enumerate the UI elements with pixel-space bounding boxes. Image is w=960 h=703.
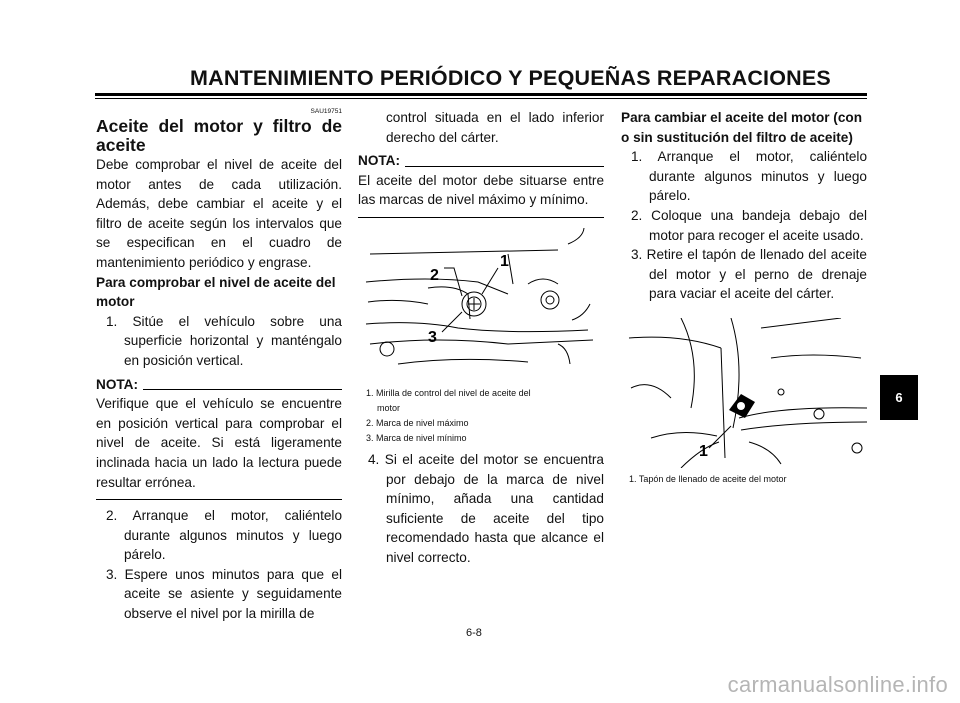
chapter-tab: 6 — [880, 375, 918, 420]
intro-paragraph: Debe comprobar el nivel de aceite del motor antes de cada utilización. Además, debe cambiar el aceite y el filtro de aceite según los intervalos que se especifican en el cuadro de mantenimiento periódico y engrase. — [96, 157, 342, 270]
caption-2: 2. Marca de nivel máximo — [366, 417, 469, 428]
watermark: carmanualsonline.info — [727, 672, 948, 697]
callout-2: 2 — [430, 266, 439, 284]
change-oil-heading: Para cambiar el aceite del motor (con o sin sustitución del filtro de aceite) — [621, 110, 863, 145]
change-step-2: 2. Coloque una bandeja debajo del motor para recoger el aceite usado. — [631, 207, 867, 243]
page-title: MANTENIMIENTO PERIÓDICO Y PEQUEÑAS REPARACIONES — [190, 66, 831, 90]
figure-caption: 1. Tapón de llenado de aceite del motor — [629, 473, 787, 484]
title-rule-thin — [95, 98, 867, 99]
step-2: 2. Arranque el motor, caliéntelo durante algunos minutos y luego párelo. — [106, 508, 342, 563]
note-rule — [405, 165, 604, 167]
note-header — [358, 151, 604, 171]
section-heading: Aceite del motor y filtro de aceite — [96, 116, 342, 155]
note-rule — [143, 388, 342, 390]
note-text: Verifique que el vehículo se encuentre en posición vertical para comprobar el nivel de aceite. Si está ligeramente inclinada hacia un lado la lectura puede resultar errónea. — [96, 396, 342, 490]
note-label: NOTA: — [358, 153, 401, 169]
section-code: SAU19751 — [310, 108, 342, 115]
oil-sight-glass-illustration — [358, 224, 604, 384]
page-number: 6-8 — [466, 627, 482, 639]
oil-filler-cap-illustration — [621, 318, 867, 468]
note-header — [96, 375, 342, 395]
left-column — [96, 108, 342, 624]
note-label: NOTA: — [96, 376, 139, 392]
step-4: 4. Si el aceite del motor se encuentra por debajo de la marca de nivel mínimo, añada una cantidad suficiente de aceite del tipo recomendado hasta que alcance el nivel correcto. — [368, 451, 604, 565]
caption-1-cont: motor — [377, 402, 401, 413]
title-rule-thick — [95, 93, 867, 96]
callout-1: 1 — [500, 252, 509, 270]
check-level-heading: Para comprobar el nivel de aceite del motor — [96, 274, 336, 310]
step-3: 3. Espere unos minutos para que el aceite se asiente y seguidamente observe el nivel por la mirilla de — [106, 566, 342, 622]
right-column — [621, 108, 867, 486]
change-step-3: 3. Retire el tapón de llenado del aceite del motor y el perno de drenaje para vaciar el aceite del cárter. — [631, 247, 867, 302]
note-end-rule — [96, 498, 342, 500]
note-text: El aceite del motor debe situarse entre las marcas de nivel máximo y mínimo. — [358, 172, 604, 208]
callout-3: 3 — [428, 328, 437, 346]
step-3-continued: control situada en el lado inferior derecho del cárter. — [386, 110, 604, 145]
callout-1: 1 — [699, 442, 708, 460]
middle-column — [358, 108, 604, 568]
figure-captions — [358, 386, 604, 446]
note-end-rule — [358, 216, 604, 218]
caption-1: 1. Mirilla de control del nivel de aceite del — [366, 387, 531, 398]
caption-3: 3. Marca de nivel mínimo — [366, 432, 467, 443]
step-1: 1. Sitúe el vehículo sobre una superficie horizontal y manténgalo en posición vertical. — [106, 313, 342, 368]
change-step-1: 1. Arranque el motor, caliéntelo durante algunos minutos y luego párelo. — [631, 149, 867, 204]
